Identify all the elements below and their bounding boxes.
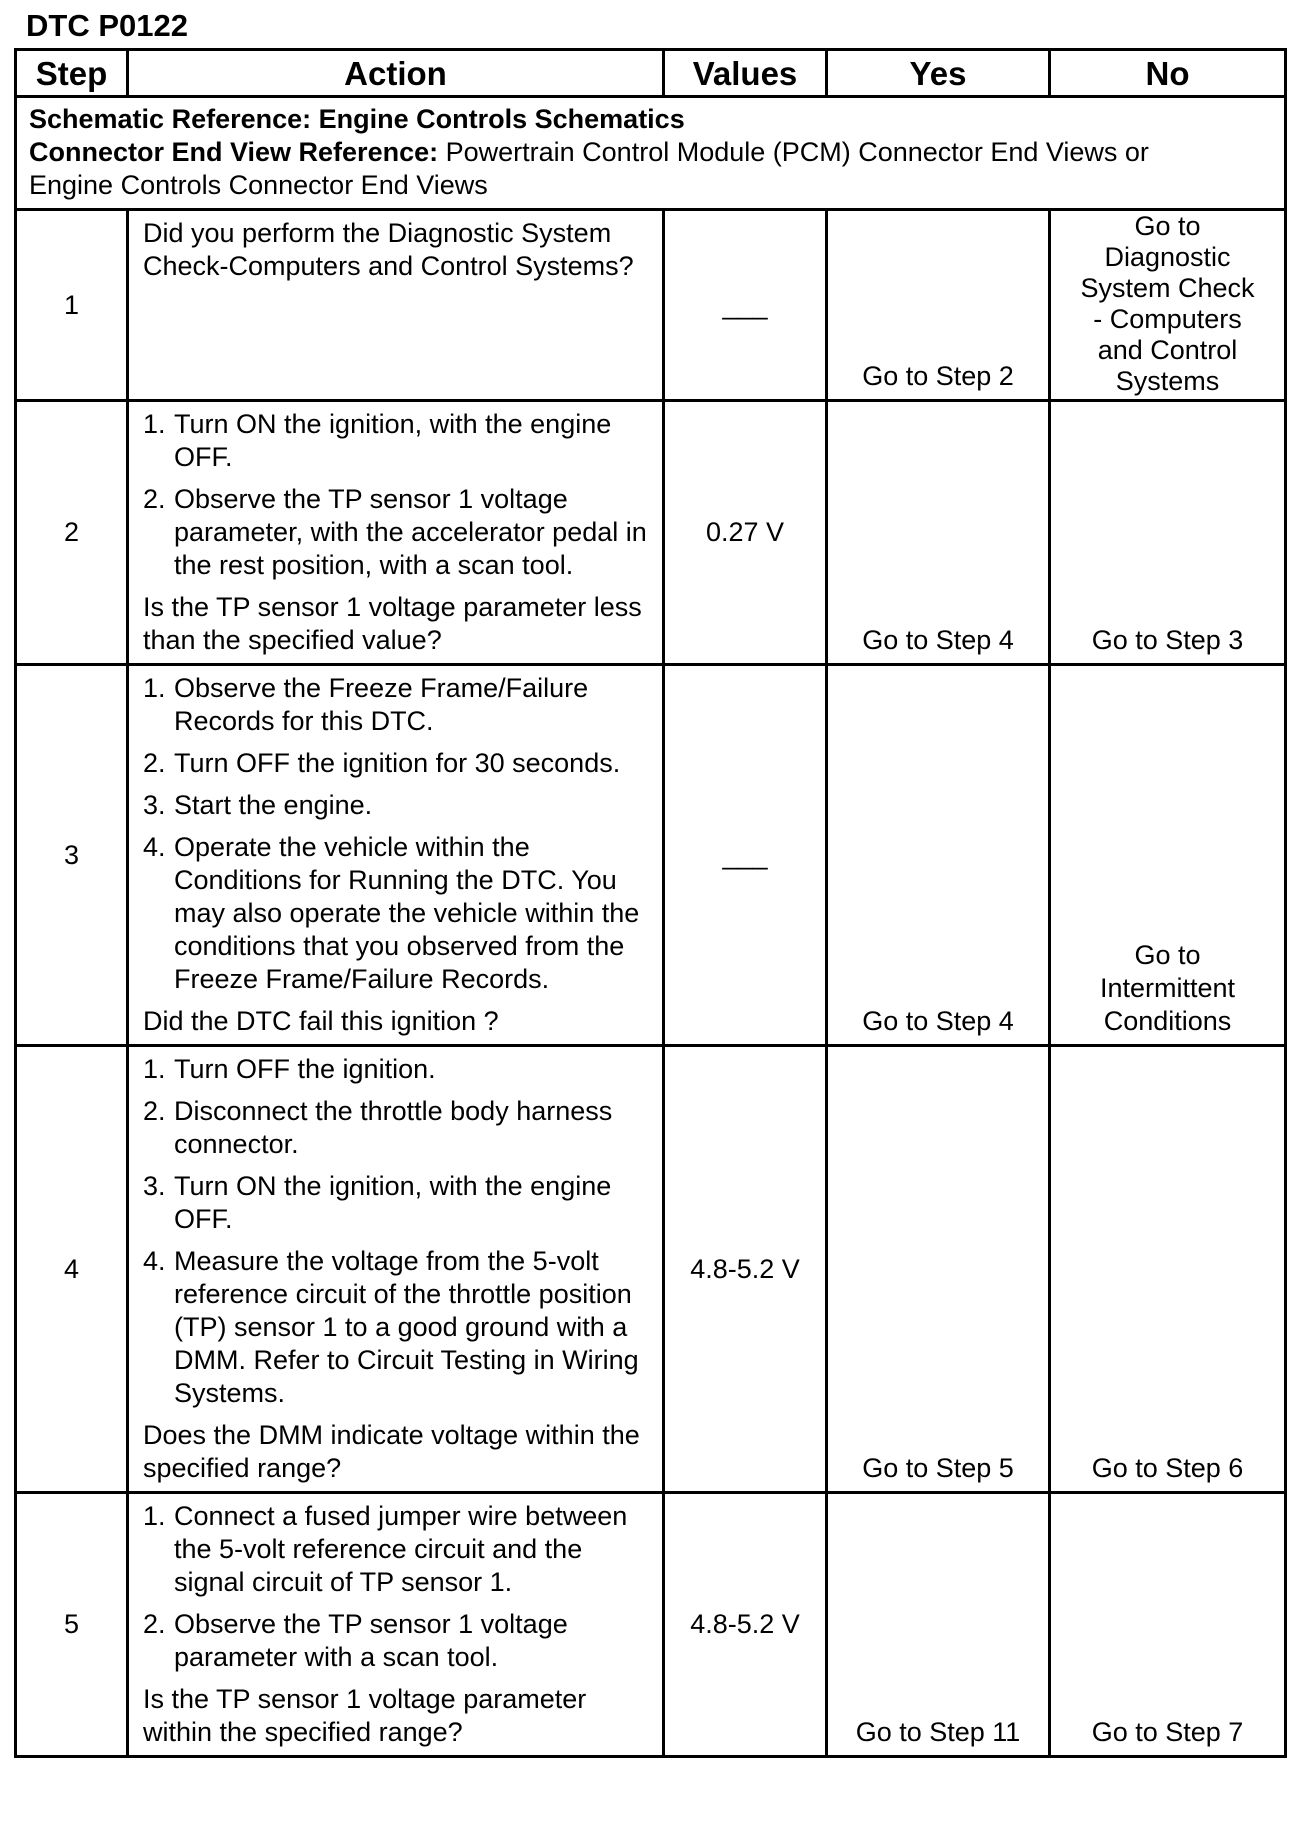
column-header-step: Step xyxy=(16,50,128,97)
step-row-3 xyxy=(16,665,1286,1046)
no-result: Go to Step 7 xyxy=(1050,1493,1286,1757)
connector-reference-text: Powertrain Control Module (PCM) Connector End Views or xyxy=(438,137,1149,167)
connector-reference xyxy=(29,136,1272,169)
yes-result: Go to Step 4 xyxy=(827,401,1050,665)
yes-result: Go to Step 2 xyxy=(827,210,1050,401)
step-number: 3 xyxy=(16,665,128,1046)
reference-row xyxy=(16,97,1286,210)
action-item: 1. Turn OFF the ignition. xyxy=(143,1054,436,1084)
action-item: 1. Turn ON the ignition, with the engine OFF. xyxy=(143,409,612,472)
diagnostic-table xyxy=(14,48,1287,1758)
column-header-action: Action xyxy=(128,50,664,97)
action-list xyxy=(143,672,652,996)
step-question: Did you perform the Diagnostic System Check-Computers and Control Systems? xyxy=(143,218,634,281)
connector-reference-label: Connector End View Reference: xyxy=(29,137,439,167)
no-result: Go to Diagnostic System Check - Computers and Control Systems xyxy=(1050,210,1286,401)
action-item: 3. Start the engine. xyxy=(143,790,373,820)
step-question: Is the TP sensor 1 voltage parameter less than the specified value? xyxy=(143,592,642,655)
action-item: 4. Measure the voltage from the 5-volt reference circuit of the throttle position (TP) sensor 1 to a good ground with a DMM. Refer to Circuit Testing in Wiring Systems. xyxy=(143,1246,639,1408)
yes-result: Go to Step 4 xyxy=(827,665,1050,1046)
column-header-no: No xyxy=(1050,50,1286,97)
action-list xyxy=(143,1500,652,1674)
step-question: Did the DTC fail this ignition ? xyxy=(143,1006,499,1036)
action-cell xyxy=(128,1493,664,1757)
action-item: 2. Observe the TP sensor 1 voltage parameter with a scan tool. xyxy=(143,1609,568,1672)
action-item: 2. Turn OFF the ignition for 30 seconds. xyxy=(143,748,621,778)
step-row-1 xyxy=(16,210,1286,401)
step-value: 4.8-5.2 V xyxy=(664,1046,827,1493)
action-cell xyxy=(128,1046,664,1493)
step-value: ___ xyxy=(664,665,827,1046)
no-result: Go to Step 6 xyxy=(1050,1046,1286,1493)
step-row-4 xyxy=(16,1046,1286,1493)
yes-result: Go to Step 11 xyxy=(827,1493,1050,1757)
step-row-5 xyxy=(16,1493,1286,1757)
action-item: 3. Turn ON the ignition, with the engine OFF. xyxy=(143,1171,612,1234)
step-number: 4 xyxy=(16,1046,128,1493)
reference-cell xyxy=(16,97,1286,210)
column-header-values: Values xyxy=(664,50,827,97)
step-number: 5 xyxy=(16,1493,128,1757)
step-value: 0.27 V xyxy=(664,401,827,665)
no-result: Go to Intermittent Conditions xyxy=(1050,665,1286,1046)
step-row-2 xyxy=(16,401,1286,665)
step-value: ___ xyxy=(664,210,827,401)
step-number: 1 xyxy=(16,210,128,401)
action-cell xyxy=(128,665,664,1046)
yes-result: Go to Step 5 xyxy=(827,1046,1050,1493)
header-row xyxy=(16,50,1286,97)
no-result: Go to Step 3 xyxy=(1050,401,1286,665)
step-value: 4.8-5.2 V xyxy=(664,1493,827,1757)
column-header-yes: Yes xyxy=(827,50,1050,97)
action-item: 2. Disconnect the throttle body harness connector. xyxy=(143,1096,613,1159)
action-list xyxy=(143,1053,652,1410)
connector-reference-text-2: Engine Controls Connector End Views xyxy=(29,170,488,200)
schematic-reference: Schematic Reference: Engine Controls Schematics xyxy=(29,104,685,134)
step-question: Does the DMM indicate voltage within the specified range? xyxy=(143,1420,640,1483)
action-list xyxy=(143,408,652,582)
step-question: Is the TP sensor 1 voltage parameter within the specified range? xyxy=(143,1684,587,1747)
document-title: DTC P0122 xyxy=(26,8,188,43)
action-cell xyxy=(128,210,664,401)
action-item: 1. Observe the Freeze Frame/Failure Records for this DTC. xyxy=(143,673,589,736)
step-number: 2 xyxy=(16,401,128,665)
action-cell xyxy=(128,401,664,665)
action-item: 1. Connect a fused jumper wire between the 5-volt reference circuit and the signal circuit of TP sensor 1. xyxy=(143,1501,628,1597)
action-item: 2. Observe the TP sensor 1 voltage parameter, with the accelerator pedal in the rest position, with a scan tool. xyxy=(143,484,647,580)
action-item: 4. Operate the vehicle within the Conditions for Running the DTC. You may also operate the vehicle within the conditions that you observed from the Freeze Frame/Failure Records. xyxy=(143,832,640,994)
